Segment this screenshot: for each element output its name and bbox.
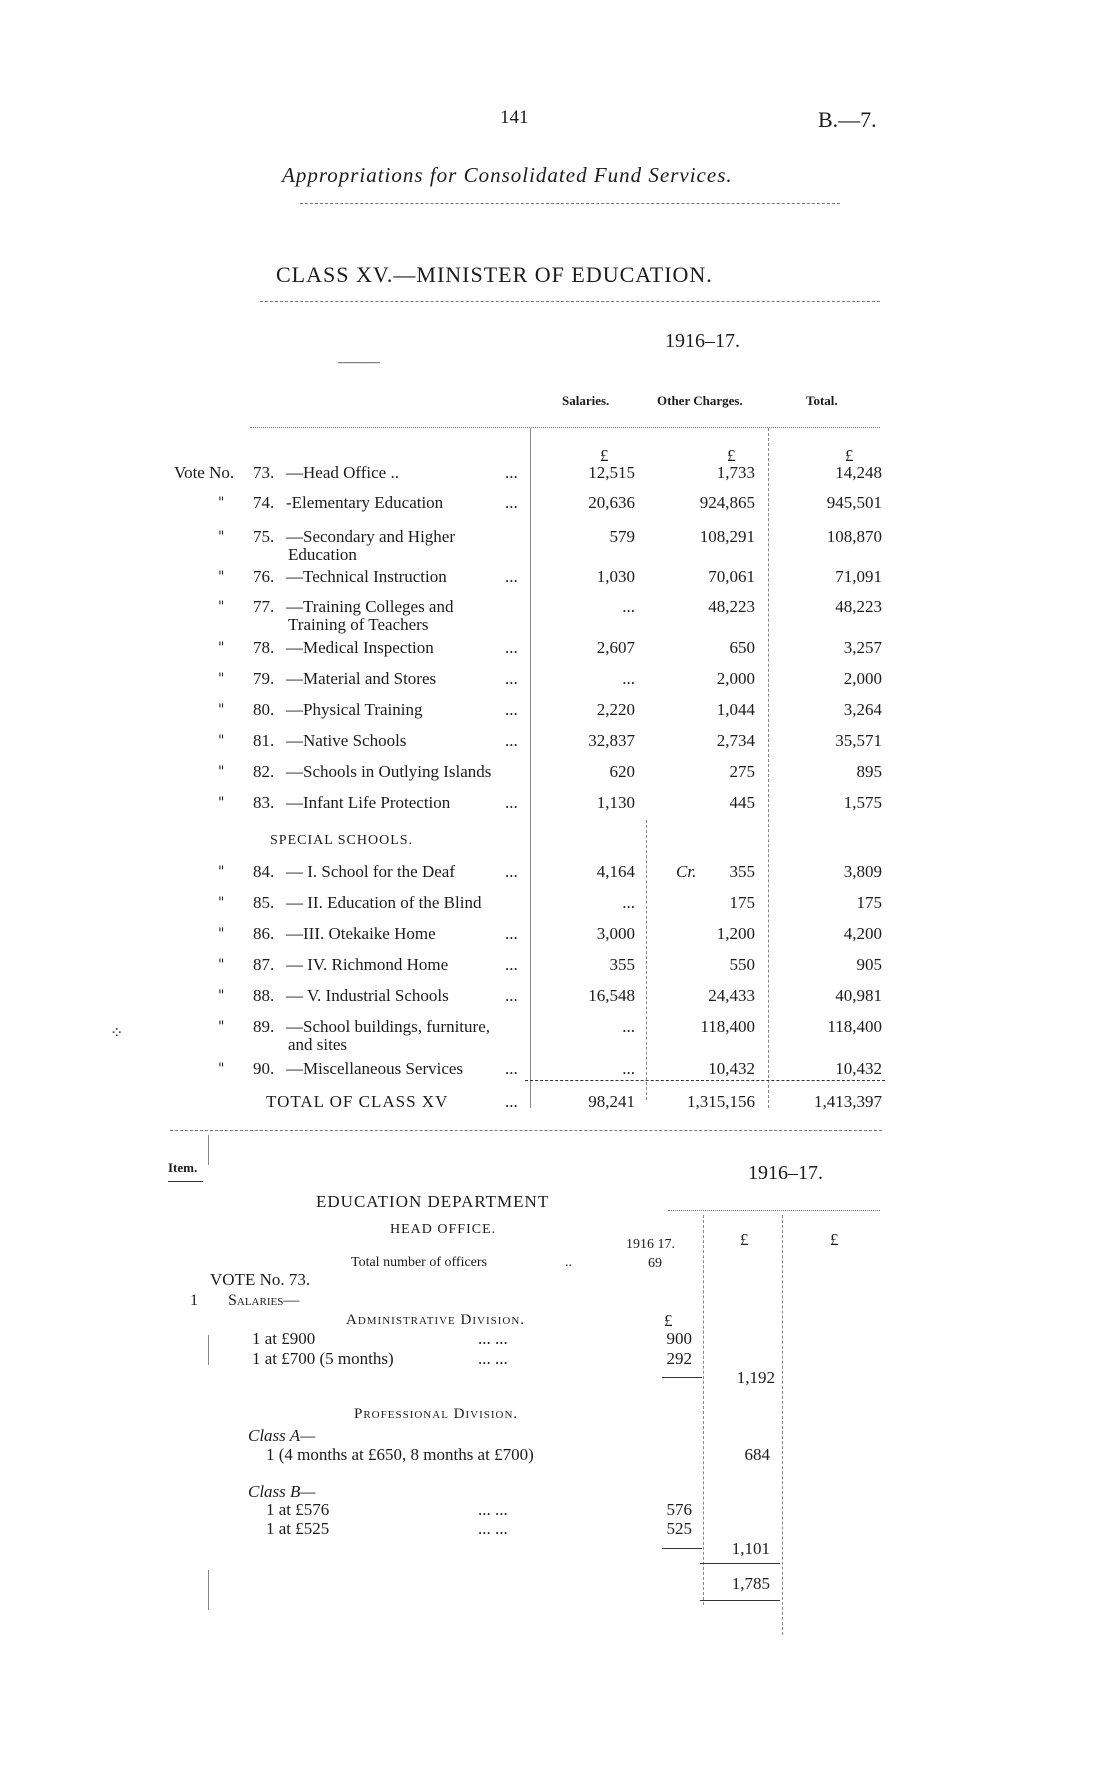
officers-dots: .. — [565, 1255, 572, 1270]
column-header-other-charges: Other Charges. — [657, 393, 743, 408]
total-total: 1,413,397 — [814, 1092, 882, 1111]
vote-row-other-charges: 275 — [729, 762, 755, 781]
ditto-mark: " — [218, 599, 225, 615]
ditto-mark: " — [218, 640, 225, 656]
vote-row-dots: ... — [505, 638, 518, 657]
currency-other: £ — [727, 446, 736, 465]
vote-row-dots: ... — [505, 463, 518, 482]
class-b-row-1-label: 1 at £576 — [266, 1500, 330, 1519]
special-row-number: 89. — [253, 1017, 275, 1036]
vote-row-dots: ... — [505, 731, 518, 750]
vote-row-number: 82. — [253, 762, 275, 781]
currency-salaries: £ — [600, 446, 609, 465]
class-heading-rule — [260, 301, 880, 302]
department-title: EDUCATION DEPARTMENT — [316, 1192, 550, 1211]
column-separator — [530, 428, 531, 1108]
vote-row-salaries: 620 — [609, 762, 635, 781]
admin-row-1-amount: 900 — [666, 1329, 692, 1348]
ditto-mark: " — [218, 864, 225, 880]
vote-row-other-charges: 1,733 — [716, 463, 755, 482]
vote-row-number: 73. — [253, 463, 275, 482]
ditto-mark: " — [218, 957, 225, 973]
vote-row-salaries: 2,220 — [596, 700, 635, 719]
special-row-label: — I. School for the Deaf — [286, 862, 456, 881]
total-rule-bottom — [170, 1130, 882, 1131]
ditto-mark: " — [218, 895, 225, 911]
vote-row-dots: ... — [505, 669, 518, 688]
special-row-dots: ... — [505, 924, 518, 943]
vote-row-label: —Head Office .. — [286, 463, 399, 482]
title-rule — [300, 203, 840, 204]
special-row-total: 118,400 — [827, 1017, 882, 1036]
special-row-other-charges: 550 — [729, 955, 755, 974]
special-row-label: — IV. Richmond Home — [286, 955, 449, 974]
admin-row-2-label: 1 at £700 (5 months) — [252, 1349, 394, 1368]
vote-row-label: —Schools in Outlying Islands — [286, 762, 492, 781]
admin-row-2-amount: 292 — [666, 1349, 692, 1368]
special-schools-heading: SPECIAL SCHOOLS. — [270, 833, 414, 848]
class-b-subtotal-rule — [662, 1548, 702, 1549]
admin-subtotal: 1,192 — [736, 1368, 775, 1387]
vote-row-salaries: 32,837 — [588, 731, 635, 750]
grand-total: 1,785 — [731, 1574, 770, 1593]
head-office-subtitle: HEAD OFFICE. — [390, 1222, 497, 1237]
special-row-other-charges: 355 — [729, 862, 755, 881]
officers-count: 69 — [648, 1256, 662, 1271]
summary-year: 1916–17. — [665, 330, 740, 352]
vote-row-number: 83. — [253, 793, 275, 812]
vote-row-number: 74. — [253, 493, 275, 512]
special-row-label-continued: and sites — [288, 1035, 348, 1054]
vote-row-number: 78. — [253, 638, 275, 657]
admin-row-1-dots: ... ... — [478, 1329, 508, 1348]
vote-row-dots: ... — [505, 793, 518, 812]
vote-row-total: 35,571 — [835, 731, 882, 750]
vote-row-label: —Infant Life Protection — [286, 793, 451, 812]
detail-header-rule — [668, 1210, 880, 1211]
special-row-number: 87. — [253, 955, 275, 974]
grand-total-rule-bottom — [700, 1600, 780, 1601]
special-row-salaries: ... — [622, 1017, 635, 1036]
special-row-dots: ... — [505, 955, 518, 974]
detail-currency-1: £ — [740, 1230, 749, 1249]
admin-subtotal-rule — [662, 1377, 702, 1378]
class-b-row-2-amount: 525 — [666, 1519, 692, 1538]
class-heading: CLASS XV.—MINISTER OF EDUCATION. — [276, 262, 713, 287]
total-salaries: 98,241 — [588, 1092, 635, 1111]
ditto-mark: " — [218, 764, 225, 780]
total-label: TOTAL OF CLASS XV — [266, 1092, 449, 1111]
vote-row-total: 71,091 — [835, 567, 882, 586]
special-row-other-charges: 118,400 — [700, 1017, 755, 1036]
professional-division-heading: Professional Division. — [354, 1406, 519, 1422]
class-b-heading: Class B— — [248, 1482, 316, 1501]
special-row-salaries: ... — [622, 1059, 635, 1078]
vote-row-total: 1,575 — [843, 793, 882, 812]
vote-row-dots: ... — [505, 700, 518, 719]
admin-row-2-dots: ... ... — [478, 1349, 508, 1368]
total-other-charges: 1,315,156 — [687, 1092, 755, 1111]
class-b-row-1-amount: 576 — [666, 1500, 692, 1519]
item-column-line — [208, 1335, 209, 1365]
item-underline — [168, 1181, 203, 1182]
vote-row-salaries: ... — [622, 669, 635, 688]
currency-total: £ — [845, 446, 854, 465]
item-column-line — [208, 1135, 209, 1165]
special-row-number: 85. — [253, 893, 275, 912]
special-row-dots: ... — [505, 986, 518, 1005]
class-b-subtotal: 1,101 — [731, 1539, 770, 1558]
vote-row-total: 2,000 — [843, 669, 882, 688]
ditto-mark: " — [218, 495, 225, 511]
ditto-mark: " — [218, 1019, 225, 1035]
vote-row-number: 79. — [253, 669, 275, 688]
detail-column-line — [782, 1215, 783, 1635]
special-row-total: 4,200 — [843, 924, 882, 943]
column-header-total: Total. — [806, 393, 838, 408]
vote-row-number: 80. — [253, 700, 275, 719]
special-row-label: — II. Education of the Blind — [286, 893, 482, 912]
vote-row-total: 108,870 — [826, 527, 882, 546]
vote-row-label: —Native Schools — [286, 731, 407, 750]
grand-total-rule-top — [700, 1563, 780, 1564]
special-row-salaries: 16,548 — [588, 986, 635, 1005]
special-row-label: —III. Otekaike Home — [286, 924, 436, 943]
special-row-label: — V. Industrial Schools — [286, 986, 449, 1005]
total-dots: ... — [505, 1092, 518, 1111]
vote-row-other-charges: 1,044 — [716, 700, 755, 719]
special-row-number: 84. — [253, 862, 275, 881]
page-title: Appropriations for Consolidated Fund Services. — [282, 163, 733, 187]
special-row-total: 3,809 — [843, 862, 882, 881]
vote-row-label: —Training Colleges and — [286, 597, 454, 616]
ditto-mark: " — [218, 671, 225, 687]
special-row-other-charges: 175 — [729, 893, 755, 912]
special-row-salaries: 3,000 — [596, 924, 635, 943]
class-b-row-2-dots: ... ... — [478, 1519, 508, 1538]
special-row-salaries: 4,164 — [596, 862, 635, 881]
special-row-other-prefix: Cr. — [676, 862, 697, 881]
margin-mark: ⁘ — [110, 1023, 124, 1042]
special-row-other-charges: 1,200 — [716, 924, 755, 943]
class-a-row-label: 1 (4 months at £650, 8 months at £700) — [266, 1445, 534, 1464]
ditto-mark: " — [218, 569, 225, 585]
vote-row-number: 76. — [253, 567, 275, 586]
vote-prefix: Vote No. — [174, 463, 235, 482]
vote-row-total: 3,264 — [843, 700, 882, 719]
vote-row-label: —Physical Training — [286, 700, 423, 719]
vote-row-salaries: 1,030 — [596, 567, 635, 586]
class-b-row-2-label: 1 at £525 — [266, 1519, 330, 1538]
column-header-salaries: Salaries. — [562, 393, 610, 408]
special-row-other-charges: 24,433 — [708, 986, 755, 1005]
vote-row-label-continued: Training of Teachers — [288, 615, 429, 634]
detail-column-line — [703, 1215, 704, 1605]
ditto-mark: " — [218, 1061, 225, 1077]
vote-row-label: —Medical Inspection — [286, 638, 434, 657]
vote-row-label: -Elementary Education — [286, 493, 444, 512]
total-rule-top — [525, 1080, 885, 1081]
item-number: 1 — [190, 1292, 198, 1309]
special-row-label: —School buildings, furniture, — [286, 1017, 490, 1036]
vote-row-total: 945,501 — [826, 493, 882, 512]
summary-dash: ——— — [338, 355, 380, 370]
special-row-total: 905 — [856, 955, 882, 974]
class-b-row-1-dots: ... ... — [478, 1500, 508, 1519]
vote-row-other-charges: 2,734 — [716, 731, 755, 750]
column-separator — [768, 428, 769, 1108]
special-row-dots: ... — [505, 1059, 518, 1078]
special-row-total: 175 — [856, 893, 882, 912]
admin-row-1-label: 1 at £900 — [252, 1329, 316, 1348]
special-row-salaries: 355 — [609, 955, 635, 974]
ditto-mark: " — [218, 795, 225, 811]
vote-row-dots: ... — [505, 567, 518, 586]
vote-row-label: —Technical Instruction — [286, 567, 447, 586]
vote-row-other-charges: 2,000 — [716, 669, 755, 688]
vote-row-total: 3,257 — [843, 638, 882, 657]
vote-row-number: 75. — [253, 527, 275, 546]
ditto-mark: " — [218, 988, 225, 1004]
special-row-total: 10,432 — [835, 1059, 882, 1078]
vote-number: VOTE No. 73. — [210, 1270, 311, 1289]
salaries-heading: Salaries— — [228, 1292, 300, 1309]
vote-row-salaries: 2,607 — [596, 638, 635, 657]
class-a-amount: 684 — [744, 1445, 770, 1464]
vote-row-other-charges: 924,865 — [699, 493, 755, 512]
vote-row-label-continued: Education — [288, 545, 357, 564]
detail-currency-2: £ — [830, 1230, 839, 1249]
vote-row-total: 48,223 — [835, 597, 882, 616]
class-a-heading: Class A— — [248, 1426, 316, 1445]
vote-row-other-charges: 445 — [729, 793, 755, 812]
vote-row-salaries: 20,636 — [588, 493, 635, 512]
special-row-number: 90. — [253, 1059, 275, 1078]
column-separator — [646, 820, 647, 1100]
ditto-mark: " — [218, 733, 225, 749]
vote-row-other-charges: 48,223 — [708, 597, 755, 616]
admin-currency: £ — [664, 1311, 673, 1330]
vote-row-salaries: ... — [622, 597, 635, 616]
vote-row-other-charges: 650 — [729, 638, 755, 657]
item-column-label: Item. — [168, 1160, 198, 1175]
special-row-dots: ... — [505, 862, 518, 881]
vote-row-label: —Material and Stores — [286, 669, 437, 688]
item-column-line — [208, 1570, 209, 1610]
special-row-total: 40,981 — [835, 986, 882, 1005]
administrative-division-heading: Administrative Division. — [346, 1312, 526, 1328]
ditto-mark: " — [218, 529, 225, 545]
vote-row-salaries: 579 — [609, 527, 635, 546]
vote-row-label: —Secondary and Higher — [286, 527, 456, 546]
document-reference: B.—7. — [818, 107, 877, 132]
vote-row-number: 77. — [253, 597, 275, 616]
vote-row-dots: ... — [505, 493, 518, 512]
vote-row-salaries: 12,515 — [588, 463, 635, 482]
vote-row-total: 14,248 — [835, 463, 882, 482]
ditto-mark: " — [218, 702, 225, 718]
special-row-label: —Miscellaneous Services — [286, 1059, 464, 1078]
vote-row-salaries: 1,130 — [596, 793, 635, 812]
page-number: 141 — [500, 107, 529, 128]
vote-row-number: 81. — [253, 731, 275, 750]
special-row-number: 86. — [253, 924, 275, 943]
header-rule — [250, 427, 880, 428]
officers-label: Total number of officers — [351, 1255, 487, 1270]
vote-row-total: 895 — [856, 762, 882, 781]
vote-row-other-charges: 70,061 — [708, 567, 755, 586]
detail-year: 1916–17. — [748, 1162, 823, 1184]
officers-year: 1916 17. — [626, 1237, 675, 1252]
vote-row-other-charges: 108,291 — [699, 527, 755, 546]
special-row-number: 88. — [253, 986, 275, 1005]
ditto-mark: " — [218, 926, 225, 942]
special-row-other-charges: 10,432 — [708, 1059, 755, 1078]
special-row-salaries: ... — [622, 893, 635, 912]
